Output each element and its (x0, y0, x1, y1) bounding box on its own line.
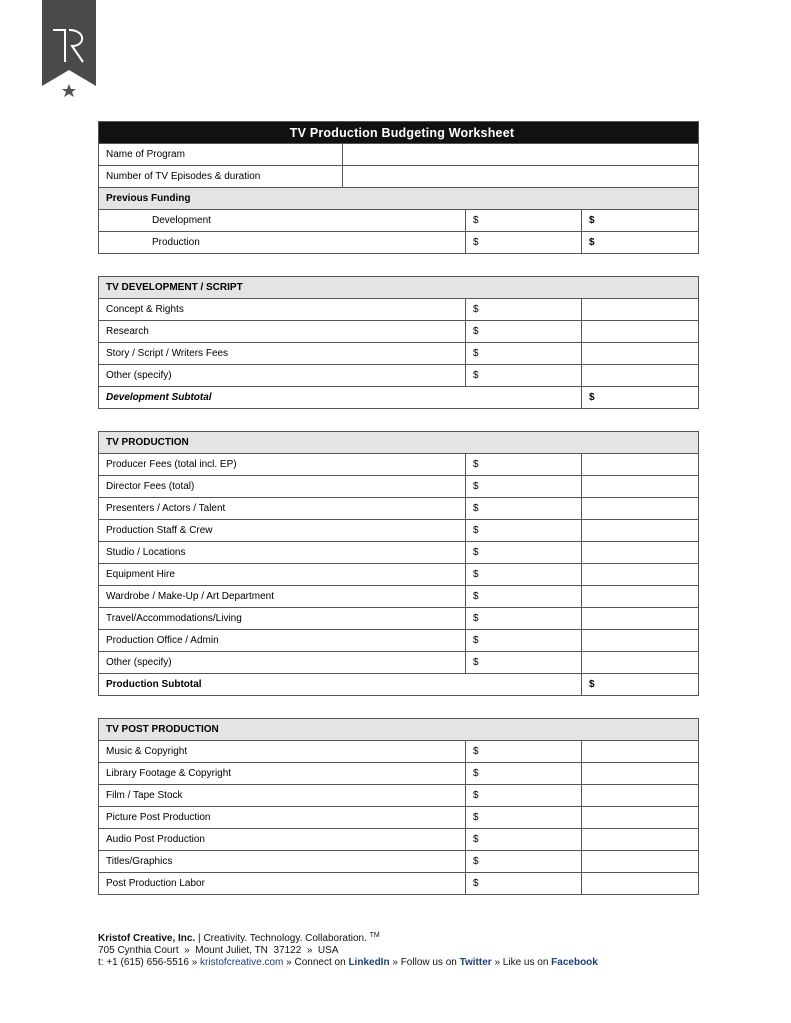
notes-field[interactable] (582, 498, 699, 520)
subtotal-label: Development Subtotal (99, 387, 582, 409)
amount-field[interactable]: $ (466, 476, 582, 498)
notes-field[interactable] (582, 785, 699, 807)
amount-field[interactable]: $ (466, 343, 582, 365)
table-row (99, 454, 699, 476)
amount-field[interactable]: $ (466, 608, 582, 630)
footer-address: 705 Cynthia Court » Mount Juliet, TN 37122 » USA (98, 945, 339, 956)
table-row (99, 343, 699, 365)
amount-field[interactable]: $ (466, 873, 582, 895)
row-label: Director Fees (total) (99, 476, 466, 498)
row-label: Name of Program (99, 144, 343, 166)
table-row (99, 542, 699, 564)
website-link[interactable]: kristofcreative.com (200, 957, 284, 968)
table-row (99, 851, 699, 873)
budget-table (98, 121, 699, 254)
subtotal-row (99, 387, 699, 409)
row-label: Titles/Graphics (99, 851, 466, 873)
amount-field[interactable]: $ (466, 210, 582, 232)
notes-field[interactable] (582, 520, 699, 542)
program-name-field[interactable] (343, 144, 699, 166)
notes-field[interactable] (582, 652, 699, 674)
episodes-field[interactable] (343, 166, 699, 188)
title-row (99, 122, 699, 144)
amount-field[interactable]: $ (466, 851, 582, 873)
table-row (99, 829, 699, 851)
row-label: Development (99, 210, 466, 232)
tagline: Creativity. Technology. Collaboration. (203, 933, 367, 944)
footer-line-3 (98, 957, 598, 969)
company-name: Kristof Creative, Inc. (98, 933, 196, 944)
amount-field[interactable]: $ (466, 454, 582, 476)
row-label: Wardrobe / Make-Up / Art Department (99, 586, 466, 608)
connect-text: » Connect on (286, 957, 346, 968)
table-row (99, 520, 699, 542)
section-title: Previous Funding (99, 188, 699, 210)
table-row (99, 210, 699, 232)
footer-line-1 (98, 933, 598, 945)
table-row (99, 630, 699, 652)
post-production-table (98, 718, 699, 895)
notes-field[interactable] (582, 741, 699, 763)
notes-field[interactable] (582, 343, 699, 365)
section-header-production (99, 432, 699, 454)
logo-ribbon-icon (42, 0, 96, 100)
row-label: Production (99, 232, 466, 254)
notes-field[interactable] (582, 807, 699, 829)
episodes-row (99, 166, 699, 188)
table-row (99, 365, 699, 387)
notes-field[interactable] (582, 851, 699, 873)
table-row (99, 586, 699, 608)
table-row (99, 498, 699, 520)
page-title: TV Production Budgeting Worksheet (99, 122, 699, 144)
notes-field[interactable] (582, 608, 699, 630)
row-label: Research (99, 321, 466, 343)
table-row (99, 652, 699, 674)
row-label: Picture Post Production (99, 807, 466, 829)
notes-field[interactable] (582, 542, 699, 564)
amount-field[interactable]: $ (466, 829, 582, 851)
table-row (99, 476, 699, 498)
row-label: Audio Post Production (99, 829, 466, 851)
table-row (99, 299, 699, 321)
subtotal-amount[interactable]: $ (582, 674, 699, 696)
notes-field[interactable] (582, 564, 699, 586)
section-header-post-production (99, 719, 699, 741)
notes-field[interactable] (582, 829, 699, 851)
notes-field[interactable] (582, 299, 699, 321)
notes-field[interactable] (582, 586, 699, 608)
row-label: Presenters / Actors / Talent (99, 498, 466, 520)
amount-field[interactable]: $ (466, 741, 582, 763)
amount-field-2[interactable]: $ (582, 210, 699, 232)
row-label: Story / Script / Writers Fees (99, 343, 466, 365)
amount-field[interactable]: $ (466, 564, 582, 586)
notes-field[interactable] (582, 873, 699, 895)
amount-field-2[interactable]: $ (582, 232, 699, 254)
row-label: Number of TV Episodes & duration (99, 166, 343, 188)
notes-field[interactable] (582, 365, 699, 387)
twitter-link[interactable]: Twitter (459, 957, 492, 968)
table-row (99, 608, 699, 630)
amount-field[interactable]: $ (466, 365, 582, 387)
amount-field[interactable]: $ (466, 299, 582, 321)
table-row (99, 785, 699, 807)
table-row (99, 232, 699, 254)
trademark: TM (369, 932, 380, 939)
notes-field[interactable] (582, 476, 699, 498)
facebook-link[interactable]: Facebook (551, 957, 598, 968)
table-row (99, 807, 699, 829)
company-logo (42, 0, 96, 100)
section-title: TV PRODUCTION (99, 432, 699, 454)
production-table (98, 431, 699, 696)
amount-field[interactable]: $ (466, 763, 582, 785)
notes-field[interactable] (582, 454, 699, 476)
table-row (99, 763, 699, 785)
linkedin-link[interactable]: LinkedIn (348, 957, 390, 968)
row-label: Producer Fees (total incl. EP) (99, 454, 466, 476)
row-label: Travel/Accommodations/Living (99, 608, 466, 630)
section-header-previous-funding (99, 188, 699, 210)
amount-field[interactable]: $ (466, 807, 582, 829)
amount-field[interactable]: $ (466, 232, 582, 254)
table-row (99, 741, 699, 763)
row-label: Production Office / Admin (99, 630, 466, 652)
subtotal-amount[interactable]: $ (582, 387, 699, 409)
subtotal-label: Production Subtotal (99, 674, 582, 696)
program-name-row (99, 144, 699, 166)
amount-field[interactable]: $ (466, 785, 582, 807)
section-header-development (99, 277, 699, 299)
footer (98, 933, 598, 969)
table-row (99, 321, 699, 343)
development-table (98, 276, 699, 409)
notes-field[interactable] (582, 763, 699, 785)
footer-separator: | (198, 933, 201, 944)
subtotal-row (99, 674, 699, 696)
row-label: Post Production Labor (99, 873, 466, 895)
amount-field[interactable]: $ (466, 542, 582, 564)
row-label: Production Staff & Crew (99, 520, 466, 542)
row-label: Other (specify) (99, 652, 466, 674)
section-title: TV POST PRODUCTION (99, 719, 699, 741)
section-title: TV DEVELOPMENT / SCRIPT (99, 277, 699, 299)
amount-field[interactable]: $ (466, 321, 582, 343)
amount-field[interactable]: $ (466, 498, 582, 520)
footer-arrow: » (191, 957, 198, 968)
amount-field[interactable]: $ (466, 586, 582, 608)
amount-field[interactable]: $ (466, 652, 582, 674)
row-label: Music & Copyright (99, 741, 466, 763)
row-label: Equipment Hire (99, 564, 466, 586)
like-text: » Like us on (494, 957, 549, 968)
table-row (99, 873, 699, 895)
row-label: Studio / Locations (99, 542, 466, 564)
notes-field[interactable] (582, 630, 699, 652)
row-label: Library Footage & Copyright (99, 763, 466, 785)
budget-worksheet (98, 121, 698, 895)
row-label: Film / Tape Stock (99, 785, 466, 807)
table-row (99, 564, 699, 586)
phone: t: +1 (615) 656-5516 (98, 957, 189, 968)
follow-text: » Follow us on (392, 957, 457, 968)
amount-field[interactable]: $ (466, 520, 582, 542)
row-label: Concept & Rights (99, 299, 466, 321)
amount-field[interactable]: $ (466, 630, 582, 652)
row-label: Other (specify) (99, 365, 466, 387)
notes-field[interactable] (582, 321, 699, 343)
